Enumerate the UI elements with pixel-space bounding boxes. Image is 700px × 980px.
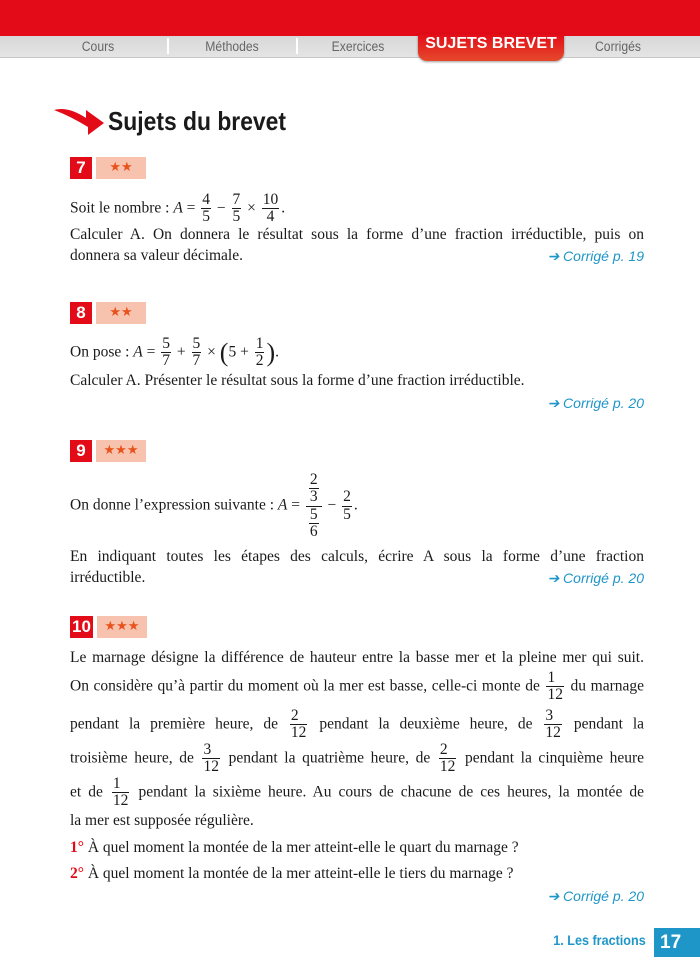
exercise-10-text: Le marnage désigne la différence de hauteur entre la basse mer et la pleine mer qui suit. xyxy=(70,649,644,666)
exercise-10-text: pendant la première heure, de $\frac{2}{12}$ pendant la deuxième heure, de $\frac{3}{12}$ pendant la xyxy=(70,707,645,742)
exercise-8-expression: On pose : A = $\frac{5}{7}$ + $\frac{5}{7}$ × (5 + $\frac{1}{2}$ ). xyxy=(70,335,279,370)
tab-methodes[interactable]: Méthodes xyxy=(205,39,259,54)
exercise-8-text: Calculer A. Présenter le résultat sous la forme d’une fraction irréductible. xyxy=(70,372,525,389)
difficulty-stars: ★★★ xyxy=(97,616,147,638)
exercise-7-text: Calculer A. On donnera le résultat sous la forme d’une fraction irréductible, puis on xyxy=(70,226,644,243)
exercise-number: 8 xyxy=(70,302,92,324)
question-2: 2° À quel moment la montée de la mer atteint-elle le tiers du marnage ? xyxy=(70,865,514,882)
exercise-7-text: donnera sa valeur décimale. xyxy=(70,247,243,264)
tab-corriges[interactable]: Corrigés xyxy=(595,39,641,54)
corrige-link[interactable]: ➔ Corrigé p. 20 xyxy=(547,888,644,904)
difficulty-stars: ★★★ xyxy=(96,440,146,462)
exercise-9-text: En indiquant toutes les étapes des calculs, écrire A sous la forme d’une fraction xyxy=(70,548,644,565)
difficulty-stars: ★★ xyxy=(96,157,146,179)
corrige-link[interactable]: ➔ Corrigé p. 19 xyxy=(547,248,644,264)
exercise-number: 7 xyxy=(70,157,92,179)
exercise-number: 10 xyxy=(72,617,91,636)
chapter-label: 1. Les fractions xyxy=(553,932,646,948)
exercise-10-text: la mer est supposée régulière. xyxy=(70,812,254,829)
exercise-number: 9 xyxy=(70,440,92,462)
exercise-7-expression: Soit le nombre : A = $\frac{4}{5}$ − $\frac{7}{5}$ × $\frac{10}{4}$ . xyxy=(70,191,286,226)
page-number: 17 xyxy=(654,928,700,957)
top-banner xyxy=(0,0,700,36)
corrige-link[interactable]: ➔ Corrigé p. 20 xyxy=(547,395,644,411)
curved-arrow-icon xyxy=(52,104,106,136)
exercise-10-text: On considère qu’à partir du moment où la mer est basse, celle-ci monte de $\frac{1}{12}$ du marnage xyxy=(70,669,644,704)
exercise-9-expression: On donne l’expression suivante : A = $\frac{\frac{2}{3}}{\frac{5}{6}}$ − $\frac{2}{5}$ . xyxy=(70,471,358,540)
tab-sujets-brevet[interactable]: SUJETS BREVET xyxy=(418,34,564,61)
question-1: 1° À quel moment la montée de la mer atteint-elle le quart du marnage ? xyxy=(70,839,519,856)
exercise-9-badge xyxy=(70,440,146,462)
tab-exercices[interactable]: Exercices xyxy=(331,39,385,54)
exercise-8-badge xyxy=(70,302,146,324)
exercise-10-text: et de $\frac{1}{12}$ pendant la sixième heure. Au cours de chacune de ces heures, la montée de xyxy=(70,775,644,810)
corrige-link[interactable]: ➔ Corrigé p. 20 xyxy=(547,570,644,586)
difficulty-stars: ★★ xyxy=(96,302,146,324)
divider xyxy=(296,38,298,54)
divider xyxy=(167,38,169,54)
tab-cours[interactable]: Cours xyxy=(81,39,115,54)
exercise-7-badge xyxy=(70,157,146,179)
exercise-10-text: troisième heure, de $\frac{3}{12}$ pendant la quatrième heure, de $\frac{2}{12}$ pendant la cinquième heure xyxy=(70,741,645,776)
exercise-10-badge xyxy=(70,616,147,638)
page-title: Sujets du brevet xyxy=(108,106,287,136)
exercise-9-text: irréductible. xyxy=(70,569,146,586)
